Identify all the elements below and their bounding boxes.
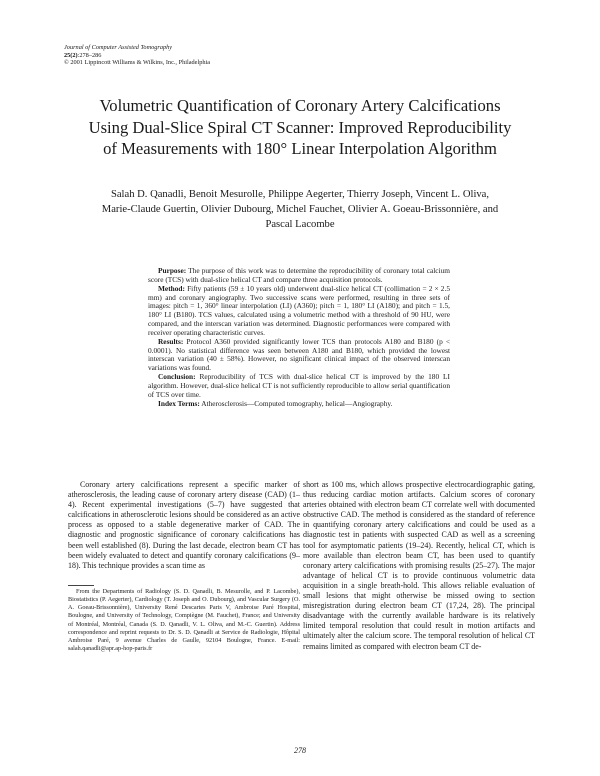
method-label: Method: [158,283,185,293]
journal-copyright: © 2001 Lippincott Williams & Wilkins, Inc., Philadelphia [64,59,211,67]
page-range: :278–286 [77,51,102,59]
title-line: Using Dual-Slice Spiral CT Scanner: Improved Reproducibility [88,117,512,137]
journal-name: Journal of Computer Assisted Tomography [64,44,173,51]
volume-issue: 25(2) [64,51,78,59]
abstract [148,267,450,409]
index-terms-text: Atherosclerosis—Computed tomography, helical—Angiography. [199,398,393,408]
page-number: 278 [294,746,306,755]
index-terms-label: Index Terms: [158,398,200,408]
method-text: Fifty patients (59 ± 10 years old) underwent dual-slice helical CT (collimation = 2 × 2.5 mm) and coronary angiography. Two successive scans were performed, resulting in three sets of images: pitch = 1, 360° linear interpolation (LI) (A360); pitch = 1, 180° LI (A180); and pitch = 1.5, 180° LI (B180). TCS values, calculated using a volumetric method with a threshold of 90 HU, were compared, and the interscan variation was determined. Diagnostic performances were compared with receiver operating characteristic curves. [148,283,450,337]
body-column-left [68,480,300,571]
abstract-index-terms [148,400,450,409]
abstract-results [148,338,450,373]
conclusion-label: Conclusion: [158,372,196,382]
footnote [68,588,300,653]
title-line: of Measurements with 180° Linear Interpolation Algorithm [103,139,497,158]
author-list [40,187,560,233]
journal-volume [64,52,210,60]
body-paragraph: Coronary artery calcifications represent a specific marker of atherosclerosis, the leading cause of coronary artery disease (CAD) (1–4). Recent experimental investigations (5–7) have suggested that calcifications in atherosclerotic lesions should be considered as an active process as opposed to a stable degenerative marker of CAD. The diagnostic and prognostic significance of coronary calcifications has been well established (8). During the last decade, electron beam CT has been widely evaluated to detect and quantify coronary calcifications (9–18). This technique provides a scan time as [68,480,300,570]
author-line: Pascal Lacombe [265,219,335,231]
purpose-text: The purpose of this work was to determine the reproducibility of coronary total calcium score (TCS) with dual-slice helical CT and compare three acquisition protocols. [148,266,450,284]
author-line: Marie-Claude Guertin, Olivier Dubourg, Michel Fauchet, Olivier A. Goeau-Brissonnière, and [101,204,499,216]
paper-title [40,95,560,160]
author-line: Salah D. Qanadli, Benoit Mesurolle, Philippe Aegerter, Thierry Joseph, Vincent L. Oliva, [110,189,490,200]
conclusion-text: Reproducibility of TCS with dual-slice helical CT is improved by the 180 LI algorithm. However, dual-slice helical CT is not sufficiently reproducible to allow serial quantification of TCS over time. [148,372,450,399]
results-label: Results: [158,336,184,346]
footnote-divider [68,585,94,586]
abstract-purpose [148,267,450,285]
journal-header [64,44,210,67]
purpose-label: Purpose: [158,266,187,275]
abstract-method [148,285,450,338]
results-text: Protocol A360 provided significantly lower TCS than protocols A180 and B180 (p < 0.0001). No statistical difference was seen between A180 and B180, which provided the lowest interscan variation (40 ± 58%). However, no significant clinical impact of the observed interscan variations was found. [148,336,450,373]
footnote-affiliations: From the Departments of Radiology (S. D. Qanadli, B. Mesurolle, and P. Lacombe), Biostatistics (P. Aegerter), Cardiology (T. Joseph and O. Dubourg), and Vascular Surgery (O. A. Goeau-Brissonnière), University René Descartes Paris V, Ambroise Paré Hospital, Boulogne, and University of Technology, Compiègne (M. Fauchet), France; and University of Montréal, Montréal, Canada (S. D. Qanadli, V. L. Oliva, and M.-C. Guertin). Address correspondence and reprint requests to Dr. S. D. Qanadli at Service de Radiologie, Hôpital Ambroise Paré, 9 avenue Charles de Gaulle, 92104 Boulogne, France. E-mail: salah.qanadli@apr.ap-hop-paris.fr [68,588,300,653]
body-paragraph: short as 100 ms, which allows prospective electrocardiographic gating, thus reducing cardiac motion artifacts. Calcium scores of coronary arteries obtained with electron beam CT correlate well with documented obstructive CAD. The method is considered as the standard of reference in quantifying coronary artery calcifications and could be used as a diagnostic test in patients with suspected CAD as well as a screening tool for asymptomatic patients (19–24). Recently, helical CT, which is more available than electron beam CT, has been used to quantify coronary artery calcifications with promising results (25–27). The major advantage of helical CT is to provide continuous volumetric data acquisition in a single breath-hold. This allows reliable evaluation of small lesions that might otherwise be missed owing to section misregistration during electron beam CT (17,24, 28). The principal disadvantage with the currently available hardware is its relatively limited temporal resolution that could result in motion artifacts and ultimately alter the calcium score. The temporal resolution of helical CT remains limited as compared with electron beam CT de- [303,480,535,651]
abstract-conclusion [148,373,450,400]
title-line: Volumetric Quantification of Coronary Artery Calcifications [99,96,501,115]
body-column-right [303,480,535,652]
